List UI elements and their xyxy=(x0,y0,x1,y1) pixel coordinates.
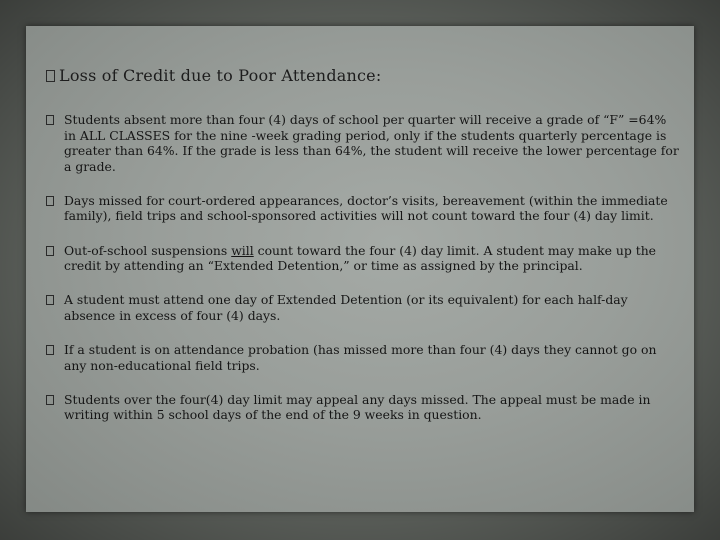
bullet-icon xyxy=(46,345,54,355)
bullet-item xyxy=(46,112,680,174)
bullet-text: A student must attend one day of Extended Detention (or its equivalent) for each half-day absence in excess of four (4) days. xyxy=(64,292,628,323)
bullet-text: If a student is on attendance probation (has missed more than four (4) days they cannot go on any non-educational field trips. xyxy=(64,341,657,373)
bullet-text: Days missed for court-ordered appearances, doctor’s visits, bereavement (within the immediate family), field trips and school-sponsored activities will not count toward the four (4) day limit. xyxy=(64,192,668,224)
bullet-text: Students absent more than four (4) days of school per quarter will receive a grade of “F” =64% in ALL CLASSES for the nine -week grading period, only if the students quarterly percentage is greater than 64%. If the grade is less than 64%, the student will receive the lower percentage for a grade. xyxy=(64,112,679,174)
bullet-text xyxy=(64,243,680,274)
slide-title-row xyxy=(46,66,680,86)
bullet-item xyxy=(46,243,680,274)
bullet-icon xyxy=(46,196,54,206)
bullet-item xyxy=(46,292,680,323)
bullet-icon xyxy=(46,295,54,305)
bullet-icon xyxy=(46,395,54,405)
bullet-item xyxy=(46,342,680,373)
bullet-text-part: count toward the four (4) day limit. A student may make up the credit by attending an “Extended Detention,” or time as assigned by the principal. xyxy=(64,242,657,274)
slide-title: Loss of Credit due to Poor Attendance: xyxy=(59,66,382,85)
bullet-item xyxy=(46,193,680,224)
bullet-icon xyxy=(46,115,54,125)
bullet-text-part: Out-of-school suspensions xyxy=(64,242,232,258)
underlined-word: will xyxy=(231,242,254,258)
bullet-list xyxy=(46,112,680,441)
slide-panel xyxy=(26,26,694,512)
bullet-text: Students over the four(4) day limit may appeal any days missed. The appeal must be made in writing within 5 school days of the end of the 9 weeks in question. xyxy=(64,391,651,423)
bullet-item xyxy=(46,392,680,423)
bullet-icon xyxy=(46,246,54,256)
bullet-icon xyxy=(46,70,55,82)
